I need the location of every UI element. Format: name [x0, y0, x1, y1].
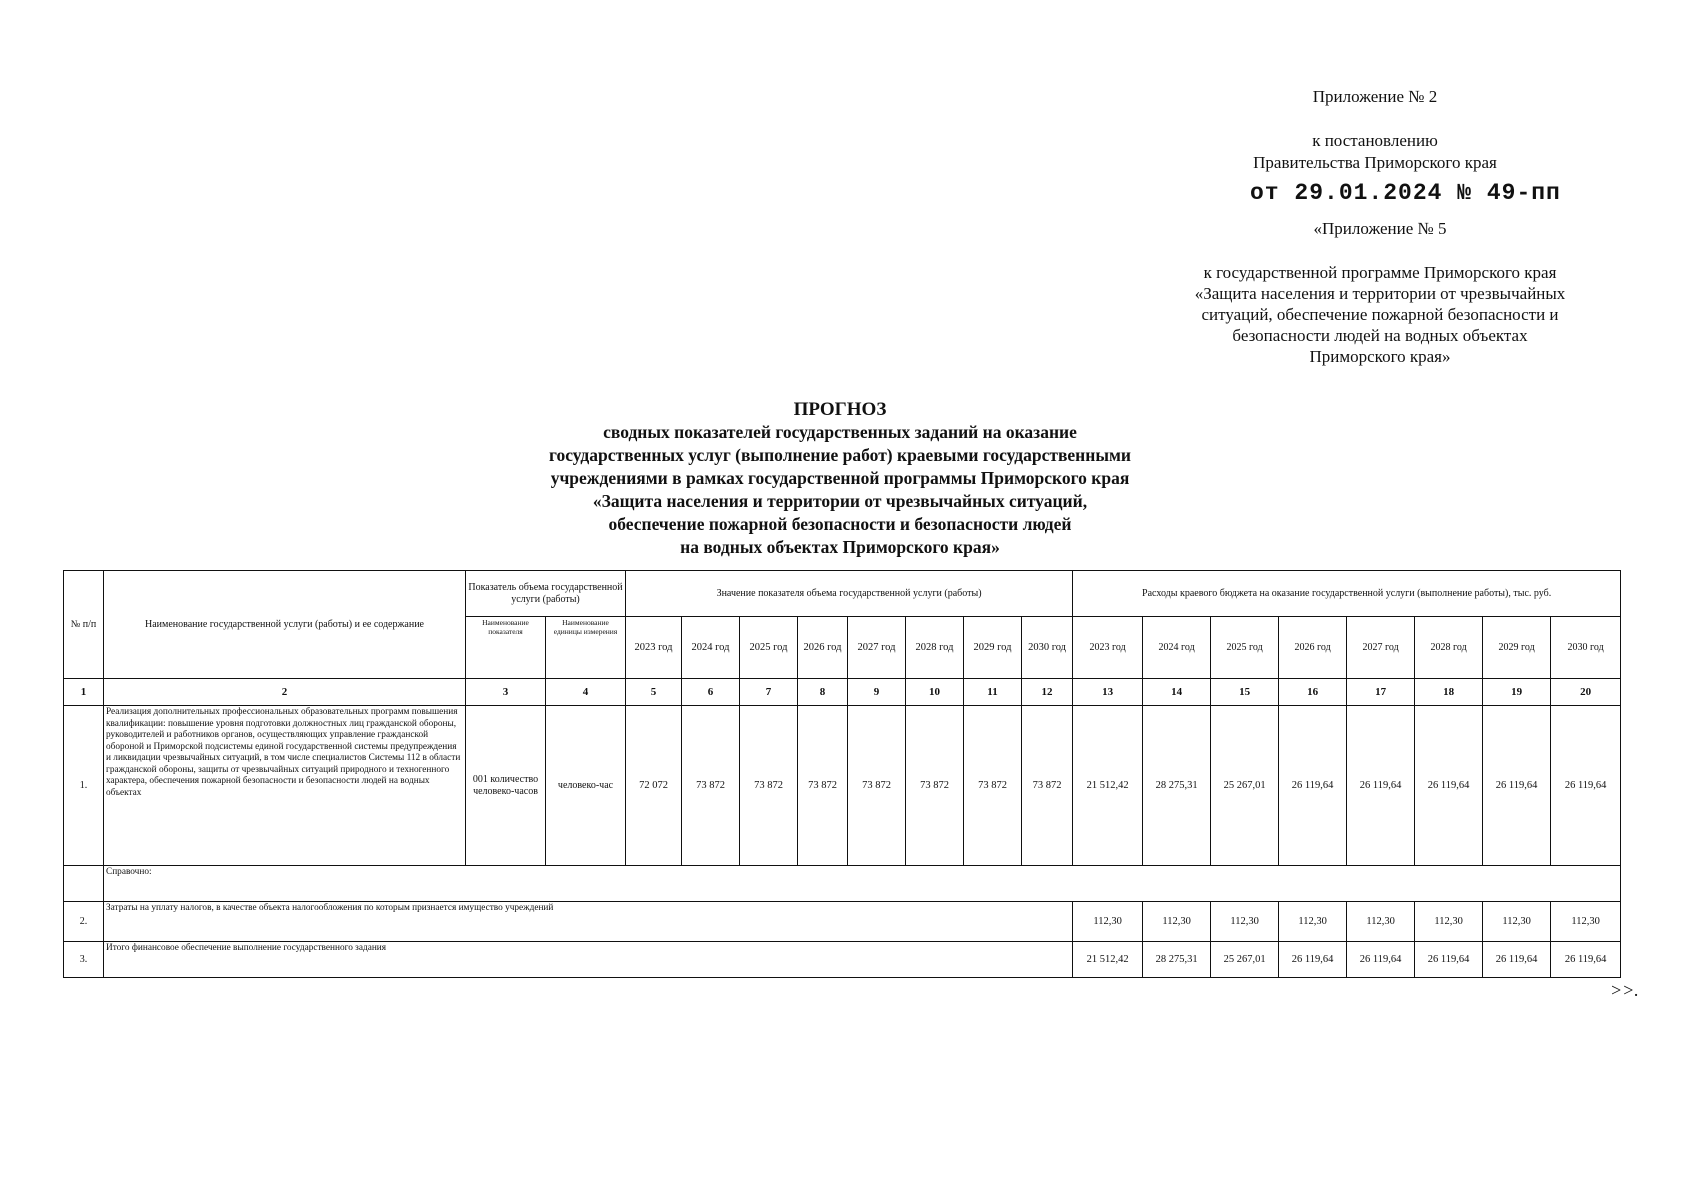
title-line: «Защита населения и территории от чрезвычайных ситуаций,: [592, 491, 1088, 511]
col-head-indicator-unit: Наименование единицы измерения: [546, 617, 626, 679]
row-expense: 26 119,64: [1347, 942, 1415, 978]
col-head-value-year: 2024 год: [682, 617, 740, 679]
document-title: [490, 398, 1190, 559]
row-value: 73 872: [798, 706, 848, 866]
col-number: 19: [1483, 679, 1551, 706]
col-head-expense-year: 2030 год: [1551, 617, 1621, 679]
col-head-values-group: Значение показателя объема государственной услуги (работы): [626, 571, 1073, 617]
col-head-expense-year: 2023 год: [1073, 617, 1143, 679]
row-expense: 112,30: [1551, 902, 1621, 942]
resolution-date-number: от 29.01.2024 № 49-пп: [1250, 180, 1561, 206]
col-number: 12: [1022, 679, 1073, 706]
row-value: 73 872: [906, 706, 964, 866]
col-number: 10: [906, 679, 964, 706]
col-number: 1: [64, 679, 104, 706]
col-head-value-year: 2026 год: [798, 617, 848, 679]
row-description: Итого финансовое обеспечение выполнение государственного задания: [104, 942, 1073, 978]
reference-num-cell: [64, 866, 104, 902]
row-expense: 25 267,01: [1211, 706, 1279, 866]
row-expense: 26 119,64: [1279, 706, 1347, 866]
col-number: 15: [1211, 679, 1279, 706]
row-unit: человеко-час: [546, 706, 626, 866]
row-expense: 112,30: [1483, 902, 1551, 942]
program-reference: [1165, 262, 1595, 367]
table-row: [64, 706, 1621, 866]
col-number: 16: [1279, 679, 1347, 706]
col-number: 20: [1551, 679, 1621, 706]
row-value: 73 872: [964, 706, 1022, 866]
row-expense: 28 275,31: [1143, 706, 1211, 866]
row-expense: 26 119,64: [1551, 706, 1621, 866]
row-expense: 112,30: [1143, 902, 1211, 942]
forecast-table: [63, 570, 1621, 978]
row-value: 73 872: [740, 706, 798, 866]
row-expense: 112,30: [1073, 902, 1143, 942]
row-expense: 26 119,64: [1483, 706, 1551, 866]
title-line: на водных объектах Приморского края»: [680, 537, 1000, 557]
col-head-indicator-name: Наименование показателя: [466, 617, 546, 679]
to-resolution-line1: к постановлению: [1312, 131, 1438, 150]
row-expense: 112,30: [1347, 902, 1415, 942]
col-head-expense-year: 2028 год: [1415, 617, 1483, 679]
col-head-expense-year: 2026 год: [1279, 617, 1347, 679]
program-line: безопасности людей на водных объектах: [1232, 326, 1528, 345]
col-number: 5: [626, 679, 682, 706]
row-expense: 112,30: [1211, 902, 1279, 942]
row-expense: 26 119,64: [1551, 942, 1621, 978]
col-head-expense-year: 2024 год: [1143, 617, 1211, 679]
row-expense: 21 512,42: [1073, 942, 1143, 978]
reference-label: Справочно:: [104, 866, 1621, 902]
col-number: 18: [1415, 679, 1483, 706]
row-expense: 21 512,42: [1073, 706, 1143, 866]
row-value: 73 872: [848, 706, 906, 866]
table-row: [64, 902, 1621, 942]
row-value: 73 872: [682, 706, 740, 866]
title-line: государственных услуг (выполнение работ) краевыми государственными: [548, 445, 1132, 465]
title-line: обеспечение пожарной безопасности и безопасности людей: [608, 514, 1072, 534]
table-row: [64, 942, 1621, 978]
program-line: Приморского края»: [1309, 347, 1451, 366]
col-head-expense-year: 2029 год: [1483, 617, 1551, 679]
title-heading: ПРОГНОЗ: [793, 399, 887, 420]
row-expense: 26 119,64: [1279, 942, 1347, 978]
col-head-value-year: 2029 год: [964, 617, 1022, 679]
column-number-row: [64, 679, 1621, 706]
appendix-label: Приложение № 2: [1312, 87, 1438, 106]
col-head-value-year: 2025 год: [740, 617, 798, 679]
col-number: 9: [848, 679, 906, 706]
col-number: 4: [546, 679, 626, 706]
row-expense: 25 267,01: [1211, 942, 1279, 978]
col-head-expense-year: 2027 год: [1347, 617, 1415, 679]
row-value: 73 872: [1022, 706, 1073, 866]
col-number: 7: [740, 679, 798, 706]
program-line: «Защита населения и территории от чрезвычайных: [1194, 284, 1566, 303]
row-expense: 26 119,64: [1415, 706, 1483, 866]
col-head-indicator-group: Показатель объема государственной услуги (работы): [466, 571, 626, 617]
col-head-num: № п/п: [64, 571, 104, 679]
reference-row: [64, 866, 1621, 902]
closing-quote-mark: >>.: [1610, 980, 1639, 1000]
row-description: Затраты на уплату налогов, в качестве объекта налогообложения по которым признается имущество учреждений: [104, 902, 1073, 942]
row-expense: 28 275,31: [1143, 942, 1211, 978]
col-head-expense-year: 2025 год: [1211, 617, 1279, 679]
row-expense: 26 119,64: [1415, 942, 1483, 978]
col-number: 8: [798, 679, 848, 706]
col-number: 6: [682, 679, 740, 706]
col-head-expenses-group: Расходы краевого бюджета на оказание государственной услуги (выполнение работы), тыс. руб.: [1073, 571, 1621, 617]
title-line: сводных показателей государственных заданий на оказание: [603, 422, 1077, 442]
row-num: 3.: [64, 942, 104, 978]
col-number: 2: [104, 679, 466, 706]
col-number: 14: [1143, 679, 1211, 706]
col-number: 13: [1073, 679, 1143, 706]
row-description: Реализация дополнительных профессиональных образовательных программ повышения квалификации: повышение уровня подготовки должностных лиц гражданской обороны, руководителей и работников органов, осуществляющих управление гражданской обороной и Приморской подсистемы единой государственной системы предупреждения и ликвидации чрезвычайных ситуаций, в том числе специалистов Системы 112 в области гражданской обороны, защиты от чрезвычайных ситуаций природного и техногенного характера, обеспечения пожарной безопасности и безопасности людей на водных объектах: [104, 706, 466, 866]
col-number: 11: [964, 679, 1022, 706]
col-number: 3: [466, 679, 546, 706]
row-num: 2.: [64, 902, 104, 942]
row-expense: 112,30: [1415, 902, 1483, 942]
row-num: 1.: [64, 706, 104, 866]
row-expense: 26 119,64: [1347, 706, 1415, 866]
col-head-value-year: 2027 год: [848, 617, 906, 679]
col-head-value-year: 2030 год: [1022, 617, 1073, 679]
row-indicator: 001 количество человеко-часов: [466, 706, 546, 866]
program-line: к государственной программе Приморского края: [1203, 263, 1557, 282]
col-head-name: Наименование государственной услуги (работы) и ее содержание: [104, 571, 466, 679]
to-resolution-line2: Правительства Приморского края: [1253, 153, 1497, 172]
row-expense: 26 119,64: [1483, 942, 1551, 978]
col-head-value-year: 2023 год: [626, 617, 682, 679]
appendix-quote: «Приложение № 5: [1313, 219, 1447, 238]
title-line: учреждениями в рамках государственной программы Приморского края: [550, 468, 1130, 488]
row-expense: 112,30: [1279, 902, 1347, 942]
row-value: 72 072: [626, 706, 682, 866]
col-number: 17: [1347, 679, 1415, 706]
program-line: ситуаций, обеспечение пожарной безопасности и: [1201, 305, 1559, 324]
col-head-value-year: 2028 год: [906, 617, 964, 679]
